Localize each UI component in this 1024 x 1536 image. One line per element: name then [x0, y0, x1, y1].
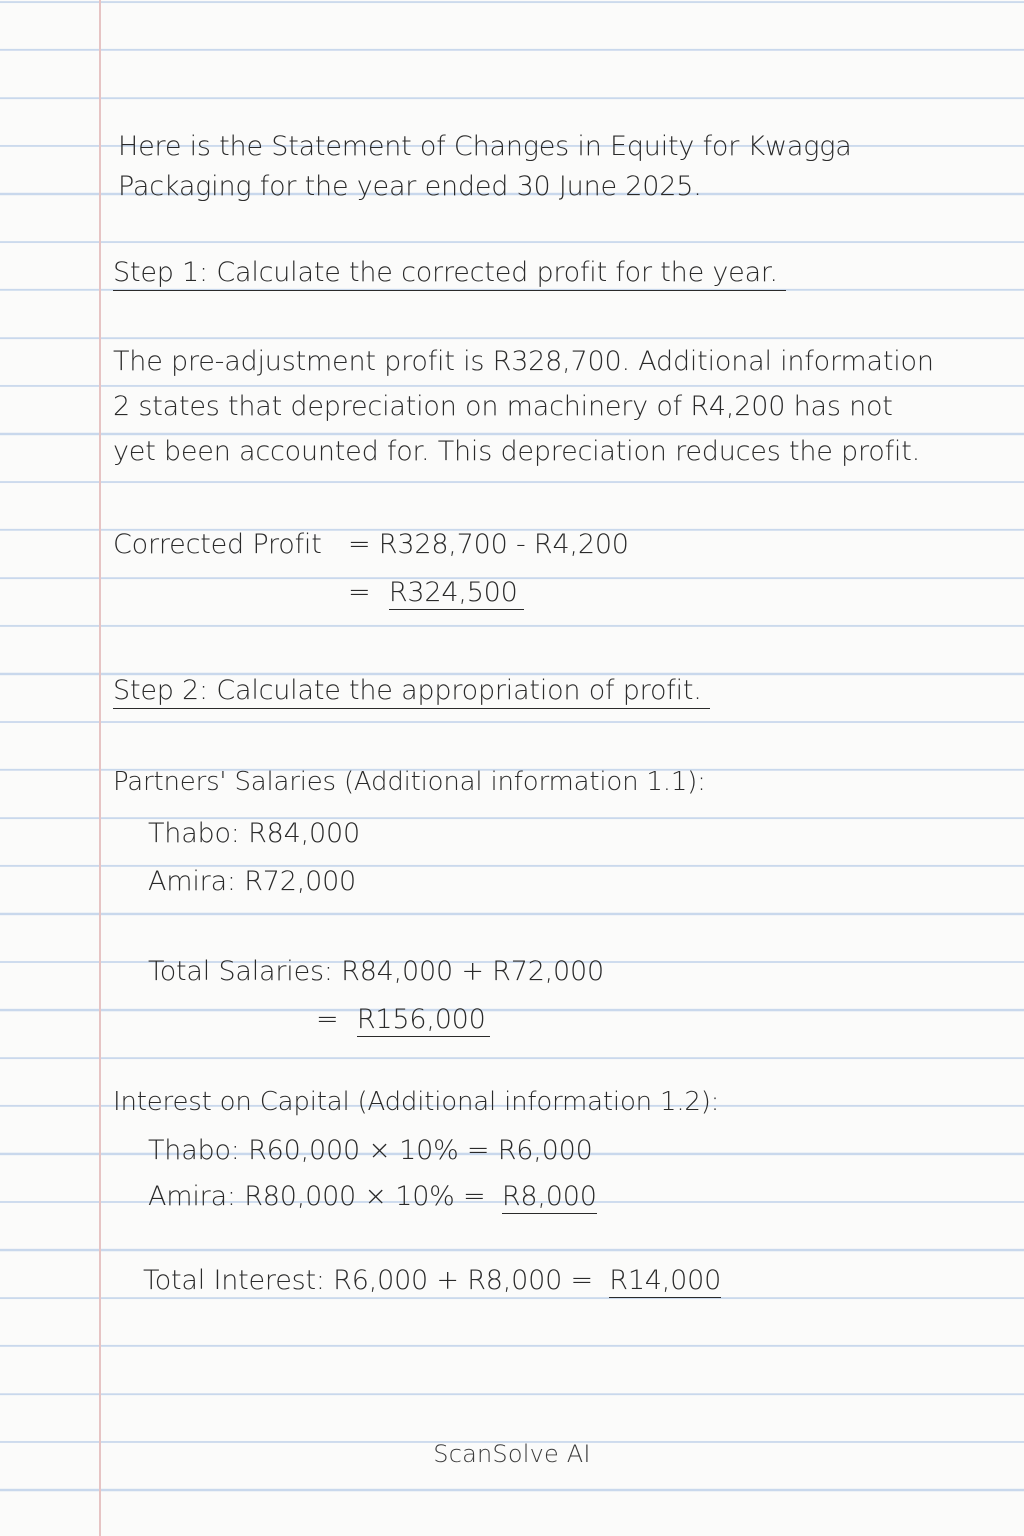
intro-line-2: Packaging for the year ended 30 June 2025.: [118, 171, 702, 202]
total-salaries-equation: Total Salaries: R84,000 + R72,000: [148, 956, 604, 987]
step1-paragraph-line-2: 2 states that depreciation on machinery of R4,200 has not: [113, 391, 893, 422]
total-interest-result: R14,000: [609, 1265, 722, 1296]
interest-heading: Interest on Capital (Additional information 1.2):: [113, 1087, 720, 1117]
equals-sign: =: [316, 1004, 339, 1035]
equals-sign: =: [348, 577, 371, 608]
interest-amira-result: R8,000: [501, 1181, 597, 1212]
step1-heading-text: Step 1: Calculate the corrected profit for the year.: [113, 257, 786, 291]
step2-heading: [113, 674, 710, 708]
total-salaries-result: R156,000: [357, 1004, 490, 1037]
interest-amira-line: [148, 1180, 597, 1214]
step1-paragraph-line-3: yet been accounted for. This depreciation reduces the profit.: [113, 436, 920, 467]
total-interest-equation: Total Interest: R6,000 + R8,000 =: [143, 1265, 593, 1296]
total-salaries-result-line: [316, 1003, 490, 1037]
salaries-heading: Partners' Salaries (Additional information 1.1):: [113, 767, 706, 797]
corrected-profit-result-line: [348, 576, 524, 610]
step1-heading: [113, 256, 786, 290]
interest-amira-calc: Amira: R80,000 × 10% =: [148, 1181, 486, 1212]
footer-watermark: ScanSolve AI: [433, 1440, 591, 1468]
corrected-profit-equation: = R328,700 - R4,200: [348, 529, 629, 560]
total-interest-line: [143, 1264, 721, 1298]
corrected-profit-label: Corrected Profit: [113, 529, 322, 560]
intro-line-1: Here is the Statement of Changes in Equity for Kwagga: [118, 131, 852, 162]
salary-thabo: Thabo: R84,000: [148, 818, 360, 849]
corrected-profit-result: R324,500: [389, 577, 524, 610]
step2-heading-text: Step 2: Calculate the appropriation of profit.: [113, 675, 710, 709]
interest-thabo: Thabo: R60,000 × 10% = R6,000: [148, 1135, 593, 1166]
step1-paragraph-line-1: The pre-adjustment profit is R328,700. Additional information: [113, 346, 934, 377]
salary-amira: Amira: R72,000: [148, 866, 357, 897]
